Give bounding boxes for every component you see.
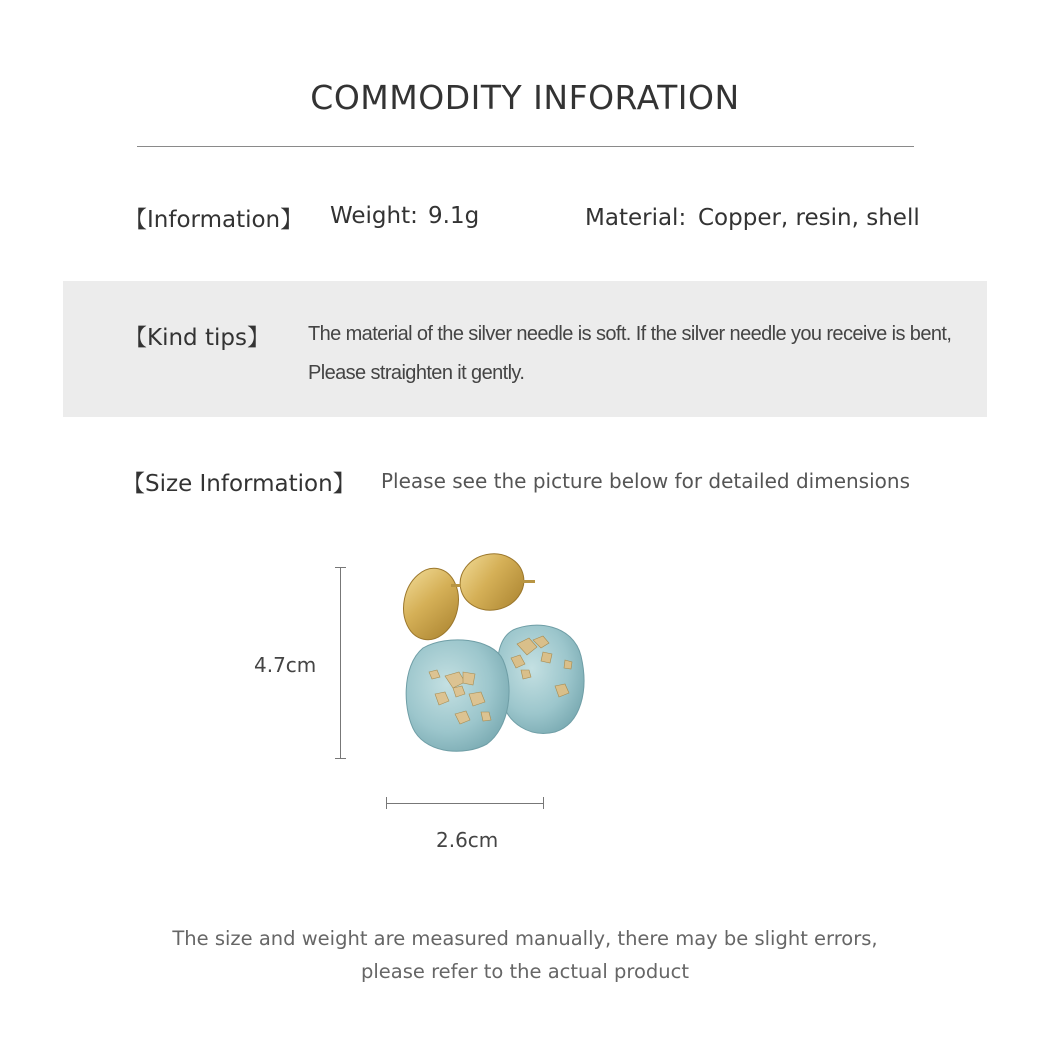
kind-tips-label: 【Kind tips】	[124, 325, 270, 351]
material-value: Copper, resin, shell	[698, 205, 920, 231]
width-dimension-label: 2.6cm	[436, 828, 499, 852]
disclaimer-line-2: please refer to the actual product	[361, 960, 689, 983]
information-label: 【Information】	[124, 207, 304, 233]
width-dimension-cap-left	[386, 797, 387, 809]
width-dimension-line	[386, 803, 544, 804]
weight-value: 9.1g	[428, 203, 480, 229]
disclaimer-line-1: The size and weight are measured manually, there may be slight errors,	[172, 927, 878, 950]
height-dimension-cap-top	[335, 567, 346, 568]
height-dimension-cap-bottom	[335, 758, 346, 759]
size-information-note: Please see the picture below for detailed dimensions	[381, 469, 910, 493]
kind-tips-line-2: Please straighten it gently.	[308, 362, 525, 384]
size-information-label: 【Size Information】	[122, 471, 356, 497]
weight-label: Weight:	[330, 203, 418, 229]
height-dimension-label: 4.7cm	[254, 653, 317, 677]
earring-pair-image	[395, 548, 595, 758]
disclaimer	[0, 922, 1050, 988]
kind-tips-line-1: The material of the silver needle is soft. If the silver needle you receive is bent,	[308, 323, 952, 345]
material-label: Material:	[585, 205, 687, 231]
width-dimension-cap-right	[543, 797, 544, 809]
title-divider	[137, 146, 914, 147]
height-dimension-line	[340, 567, 341, 759]
page-title: COMMODITY INFORATION	[310, 78, 740, 117]
